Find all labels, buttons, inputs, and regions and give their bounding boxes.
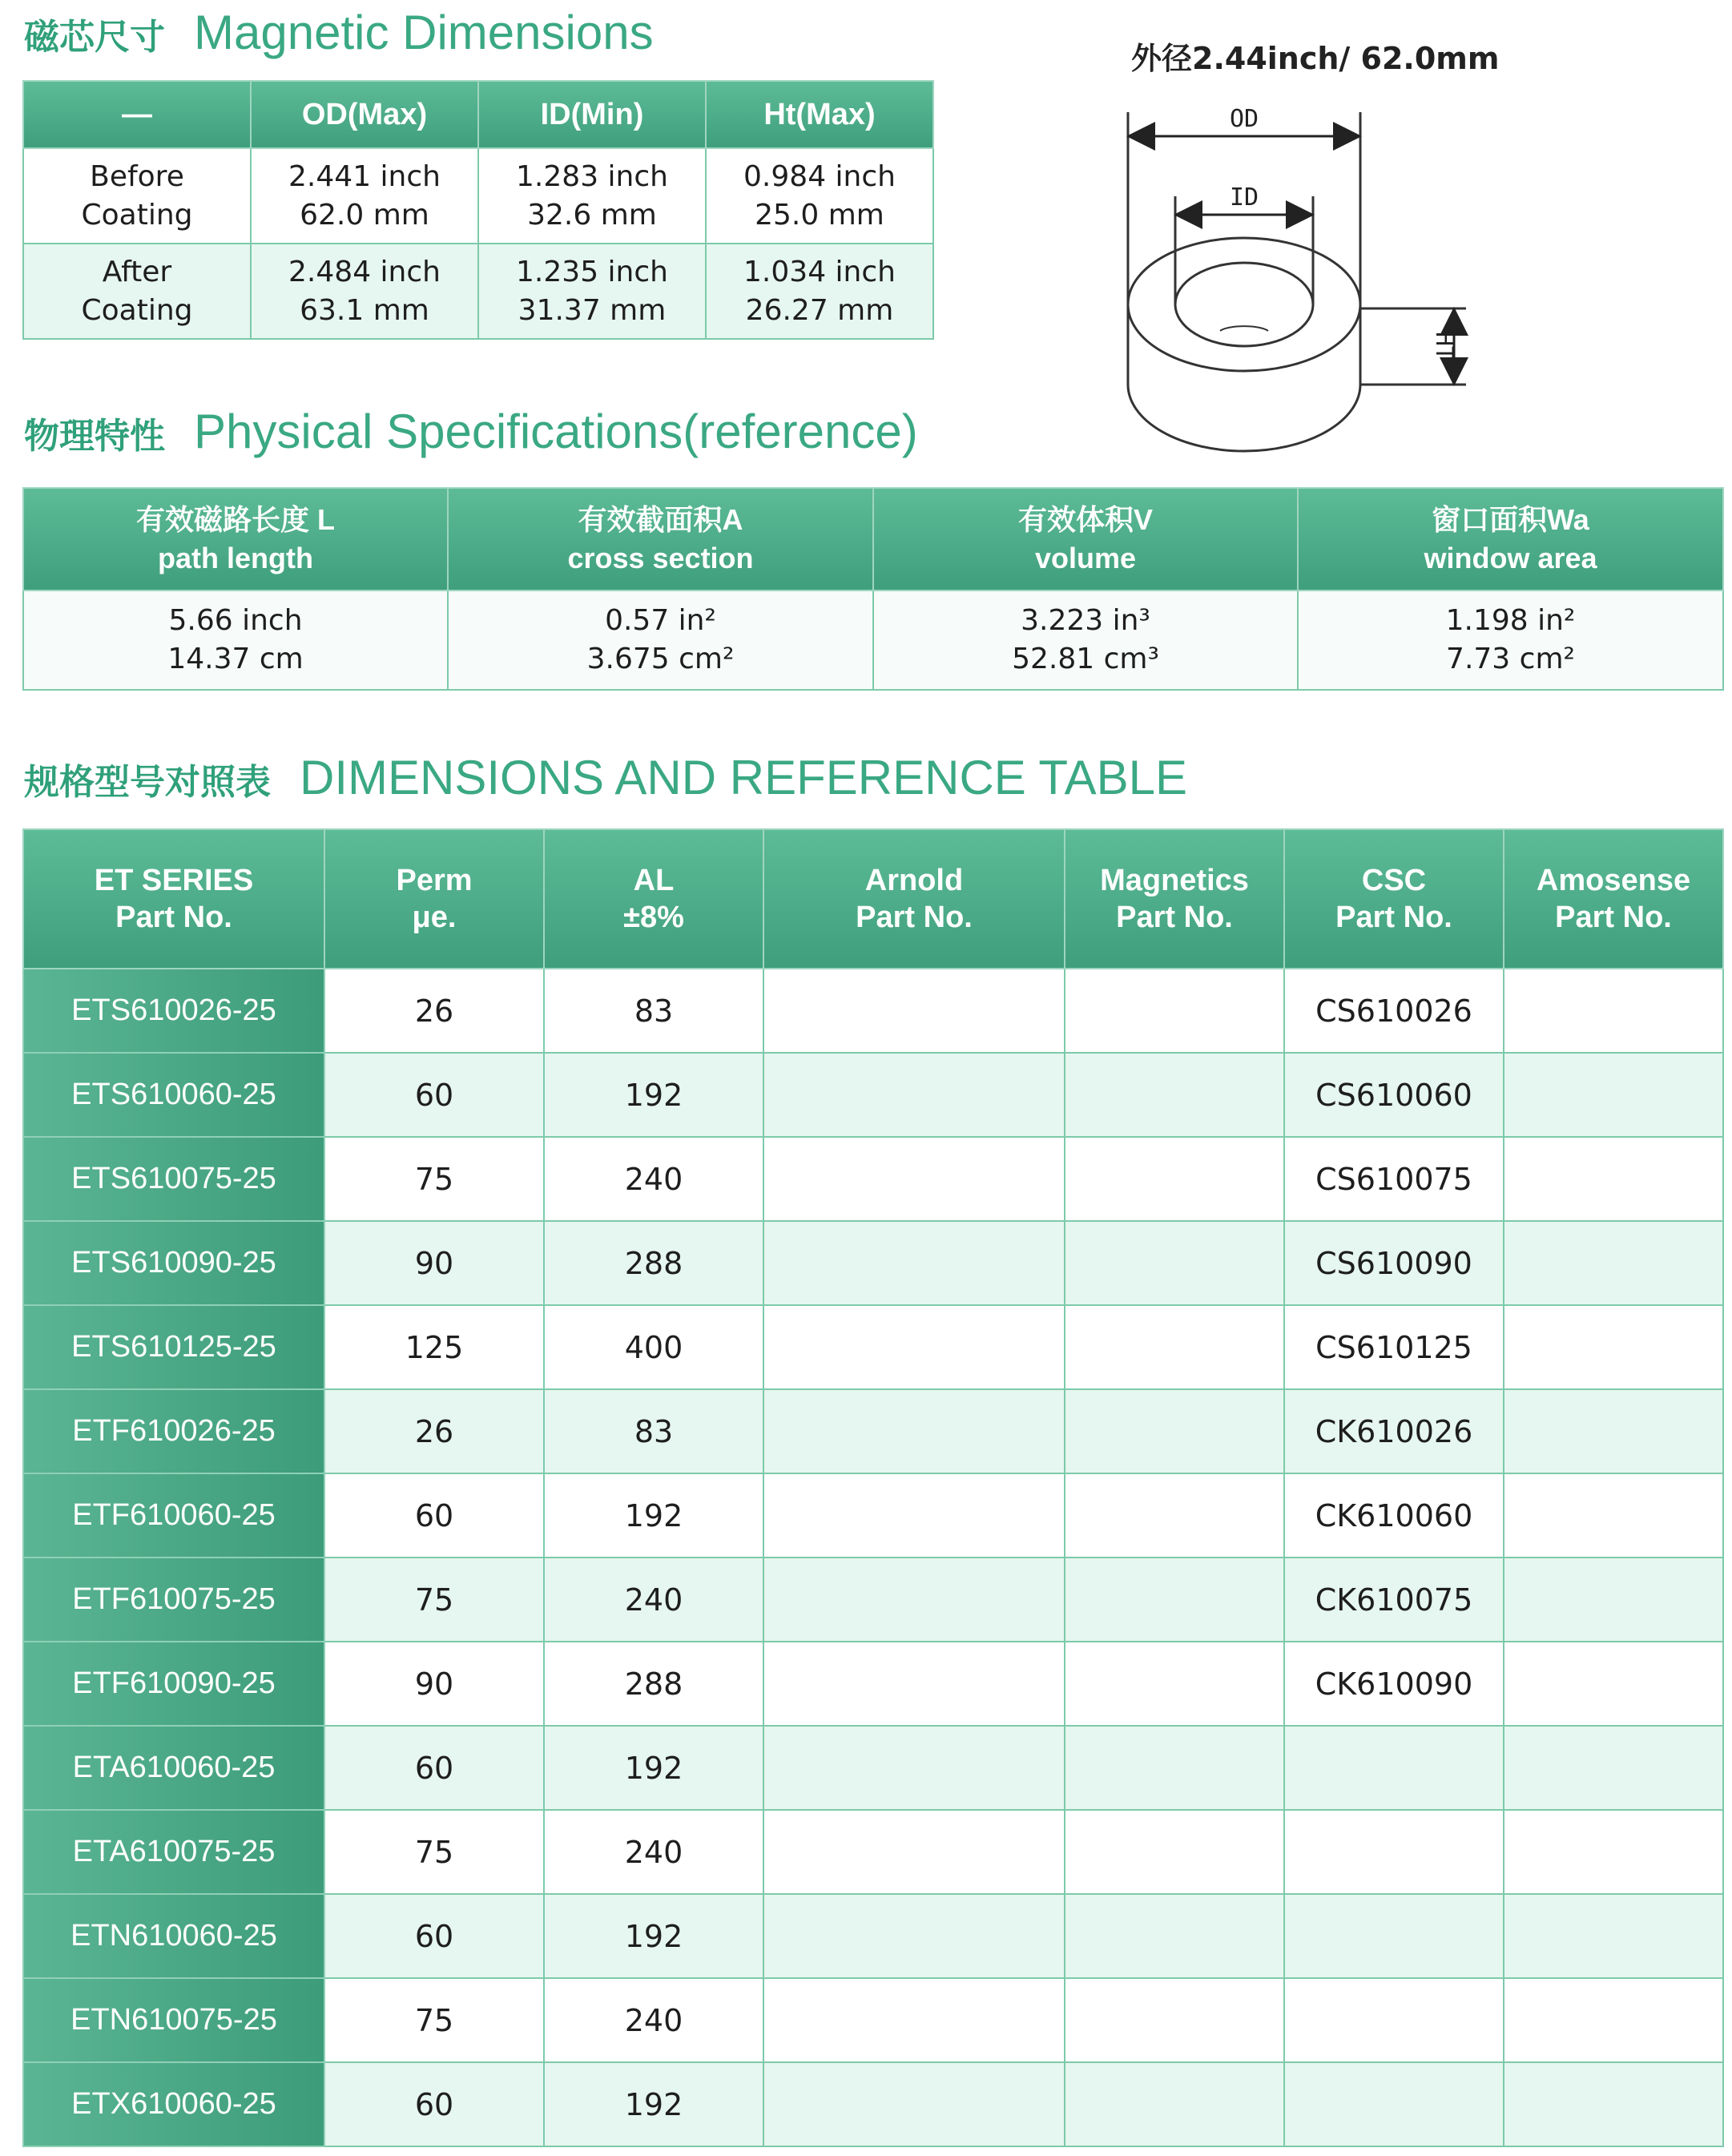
- table-cell: 125: [324, 1305, 544, 1389]
- table-cell: 26: [324, 969, 544, 1053]
- table-cell: [763, 1810, 1065, 1894]
- table-cell: 240: [544, 1558, 763, 1642]
- header-cell: ET SERIES Part No.: [23, 829, 324, 969]
- table-cell: [1504, 1726, 1723, 1810]
- table-cell: [1504, 1642, 1723, 1726]
- header-cell: CSC Part No.: [1284, 829, 1504, 969]
- reference-table-title: [24, 750, 1187, 805]
- table-cell: [1065, 1221, 1284, 1305]
- table-cell: 240: [544, 1810, 763, 1894]
- table-cell: 60: [324, 1894, 544, 1978]
- header-cell: Perm μe.: [324, 829, 544, 969]
- part-number-cell: ETS610026-25: [23, 969, 324, 1053]
- table-cell: 90: [324, 1221, 544, 1305]
- toroid-drawing: [1090, 16, 1714, 465]
- table-cell: [1065, 1642, 1284, 1726]
- table-row: [23, 1305, 1723, 1389]
- table-cell: [763, 969, 1065, 1053]
- magnetic-dimensions-table: [22, 80, 934, 340]
- table-cell: [1504, 1894, 1723, 1978]
- table-cell: CS610090: [1284, 1221, 1504, 1305]
- part-number-cell: ETS610125-25: [23, 1305, 324, 1389]
- table-row: [23, 1473, 1723, 1558]
- header-cell: Arnold Part No.: [763, 829, 1065, 969]
- part-number-cell: ETS610075-25: [23, 1137, 324, 1221]
- section-title-en: Magnetic Dimensions: [194, 6, 654, 59]
- part-number-cell: ETN610060-25: [23, 1894, 324, 1978]
- table-cell: [1284, 1978, 1504, 2062]
- ht-label: HT: [1430, 331, 1458, 361]
- part-number-cell: ETA610075-25: [23, 1810, 324, 1894]
- table-cell: [1284, 2062, 1504, 2146]
- section-title-zh: 物理特性: [24, 416, 165, 457]
- table-cell: [763, 1894, 1065, 1978]
- header-cell: —: [23, 81, 251, 148]
- table-cell: 192: [544, 1473, 763, 1558]
- header-cell: Amosense Part No.: [1504, 829, 1723, 969]
- table-cell: [1504, 2062, 1723, 2146]
- part-number-cell: ETA610060-25: [23, 1726, 324, 1810]
- table-cell: [1065, 1053, 1284, 1137]
- table-cell: [1065, 2062, 1284, 2146]
- section-title-en: Physical Specifications(reference): [194, 405, 918, 458]
- table-cell: [763, 1978, 1065, 2062]
- table-row: [23, 1558, 1723, 1642]
- table-cell: 400: [544, 1305, 763, 1389]
- core-dimension-diagram: [1090, 16, 1714, 465]
- table-header-row: [23, 829, 1723, 969]
- table-cell: [1065, 1558, 1284, 1642]
- table-cell: [763, 1389, 1065, 1473]
- table-cell: [763, 1221, 1065, 1305]
- table-cell: 192: [544, 1053, 763, 1137]
- part-number-cell: ETF610026-25: [23, 1389, 324, 1473]
- table-cell: 75: [324, 1137, 544, 1221]
- table-cell: [763, 1473, 1065, 1558]
- table-cell: [763, 1305, 1065, 1389]
- id-label: ID: [1229, 183, 1259, 212]
- table-row: [23, 1978, 1723, 2062]
- section-title-zh: 磁芯尺寸: [24, 17, 165, 58]
- table-cell: [1065, 1473, 1284, 1558]
- table-cell: [763, 1642, 1065, 1726]
- table-cell: 0.984 inch 25.0 mm: [706, 148, 933, 244]
- table-cell: CS610060: [1284, 1053, 1504, 1137]
- table-cell: 192: [544, 2062, 763, 2146]
- table-cell: CS610075: [1284, 1137, 1504, 1221]
- table-cell: [1504, 1053, 1723, 1137]
- table-cell: 60: [324, 2062, 544, 2146]
- table-row: [23, 1894, 1723, 1978]
- outer-diameter-caption: 外径2.44inch/ 62.0mm: [1131, 41, 1500, 76]
- table-cell: 60: [324, 1726, 544, 1810]
- table-row: [23, 244, 933, 339]
- table-cell: 75: [324, 1558, 544, 1642]
- table-cell: [1065, 1978, 1284, 2062]
- header-cell: Magnetics Part No.: [1065, 829, 1284, 969]
- table-cell: 90: [324, 1642, 544, 1726]
- table-cell: 75: [324, 1810, 544, 1894]
- table-cell: [763, 1053, 1065, 1137]
- header-cell: Ht(Max): [706, 81, 933, 148]
- part-number-cell: ETF610060-25: [23, 1473, 324, 1558]
- table-cell: 83: [544, 1389, 763, 1473]
- table-cell: [1284, 1894, 1504, 1978]
- part-number-cell: ETF610090-25: [23, 1642, 324, 1726]
- table-cell: [1504, 969, 1723, 1053]
- table-header-row: [23, 81, 933, 148]
- toroid-core-icon: [1128, 112, 1466, 451]
- table-row: [23, 1221, 1723, 1305]
- part-number-cell: ETN610075-25: [23, 1978, 324, 2062]
- table-cell: 5.66 inch 14.37 cm: [23, 590, 448, 690]
- table-cell: [1065, 1726, 1284, 1810]
- table-cell: CK610026: [1284, 1389, 1504, 1473]
- table-row: [23, 1810, 1723, 1894]
- dimensions-reference-table: [22, 828, 1724, 2147]
- table-row: [23, 1137, 1723, 1221]
- table-cell: [1504, 1473, 1723, 1558]
- table-cell: [1065, 1137, 1284, 1221]
- magnetic-dimensions-title: [24, 5, 654, 60]
- table-row: [23, 148, 933, 244]
- header-cell: AL ±8%: [544, 829, 763, 969]
- table-cell: [1065, 1894, 1284, 1978]
- table-cell: [1065, 969, 1284, 1053]
- header-cell: ID(Min): [478, 81, 706, 148]
- table-cell: 288: [544, 1221, 763, 1305]
- part-number-cell: ETF610075-25: [23, 1558, 324, 1642]
- table-cell: [1504, 1389, 1723, 1473]
- table-cell: CK610090: [1284, 1642, 1504, 1726]
- table-row: [23, 1389, 1723, 1473]
- table-cell: [1504, 1305, 1723, 1389]
- section-title-en: DIMENSIONS AND REFERENCE TABLE: [300, 751, 1188, 804]
- table-row: [23, 969, 1723, 1053]
- table-cell: 240: [544, 1137, 763, 1221]
- physical-specifications-title: [24, 404, 918, 459]
- table-cell: [763, 1558, 1065, 1642]
- table-row: [23, 1726, 1723, 1810]
- part-number-cell: ETX610060-25: [23, 2062, 324, 2146]
- table-cell: [1065, 1305, 1284, 1389]
- table-cell: [1284, 1810, 1504, 1894]
- table-cell: [1504, 1558, 1723, 1642]
- table-row: [23, 2062, 1723, 2146]
- table-cell: 192: [544, 1894, 763, 1978]
- table-cell: 1.198 in² 7.73 cm²: [1298, 590, 1723, 690]
- table-cell: [1504, 1978, 1723, 2062]
- table-cell: 1.235 inch 31.37 mm: [478, 244, 706, 339]
- table-cell: 3.223 in³ 52.81 cm³: [873, 590, 1298, 690]
- table-cell: CK610060: [1284, 1473, 1504, 1558]
- table-cell: [1504, 1221, 1723, 1305]
- table-cell: CS610026: [1284, 969, 1504, 1053]
- table-row: [23, 1642, 1723, 1726]
- table-cell: 1.034 inch 26.27 mm: [706, 244, 933, 339]
- table-cell: [763, 2062, 1065, 2146]
- table-cell: CS610125: [1284, 1305, 1504, 1389]
- table-cell: 60: [324, 1053, 544, 1137]
- part-number-cell: ETS610060-25: [23, 1053, 324, 1137]
- physical-specifications-table: [22, 487, 1724, 691]
- table-cell: [763, 1137, 1065, 1221]
- table-cell: [763, 1726, 1065, 1810]
- header-cell: 有效截面积A cross section: [448, 488, 873, 590]
- table-cell: 75: [324, 1978, 544, 2062]
- table-cell: CK610075: [1284, 1558, 1504, 1642]
- table-header-row: [23, 488, 1723, 590]
- table-cell: 0.57 in² 3.675 cm²: [448, 590, 873, 690]
- table-row: [23, 590, 1723, 690]
- table-cell: [1504, 1810, 1723, 1894]
- table-cell: 1.283 inch 32.6 mm: [478, 148, 706, 244]
- part-number-cell: ETS610090-25: [23, 1221, 324, 1305]
- table-cell: [1504, 1137, 1723, 1221]
- table-cell: [1284, 1726, 1504, 1810]
- table-cell: 240: [544, 1978, 763, 2062]
- table-cell: 26: [324, 1389, 544, 1473]
- row-label: Before Coating: [23, 148, 251, 244]
- row-label: After Coating: [23, 244, 251, 339]
- section-title-zh: 规格型号对照表: [24, 762, 271, 803]
- table-cell: 192: [544, 1726, 763, 1810]
- header-cell: 有效磁路长度 L path length: [23, 488, 448, 590]
- reference-table-body: [23, 969, 1723, 2146]
- table-cell: 2.441 inch 62.0 mm: [251, 148, 478, 244]
- table-row: [23, 1053, 1723, 1137]
- table-cell: 60: [324, 1473, 544, 1558]
- table-cell: 2.484 inch 63.1 mm: [251, 244, 478, 339]
- header-cell: 有效体积V volume: [873, 488, 1298, 590]
- od-label: OD: [1229, 105, 1259, 133]
- header-cell: 窗口面积Wa window area: [1298, 488, 1723, 590]
- table-cell: 83: [544, 969, 763, 1053]
- table-cell: [1065, 1810, 1284, 1894]
- table-cell: [1065, 1389, 1284, 1473]
- header-cell: OD(Max): [251, 81, 478, 148]
- table-cell: 288: [544, 1642, 763, 1726]
